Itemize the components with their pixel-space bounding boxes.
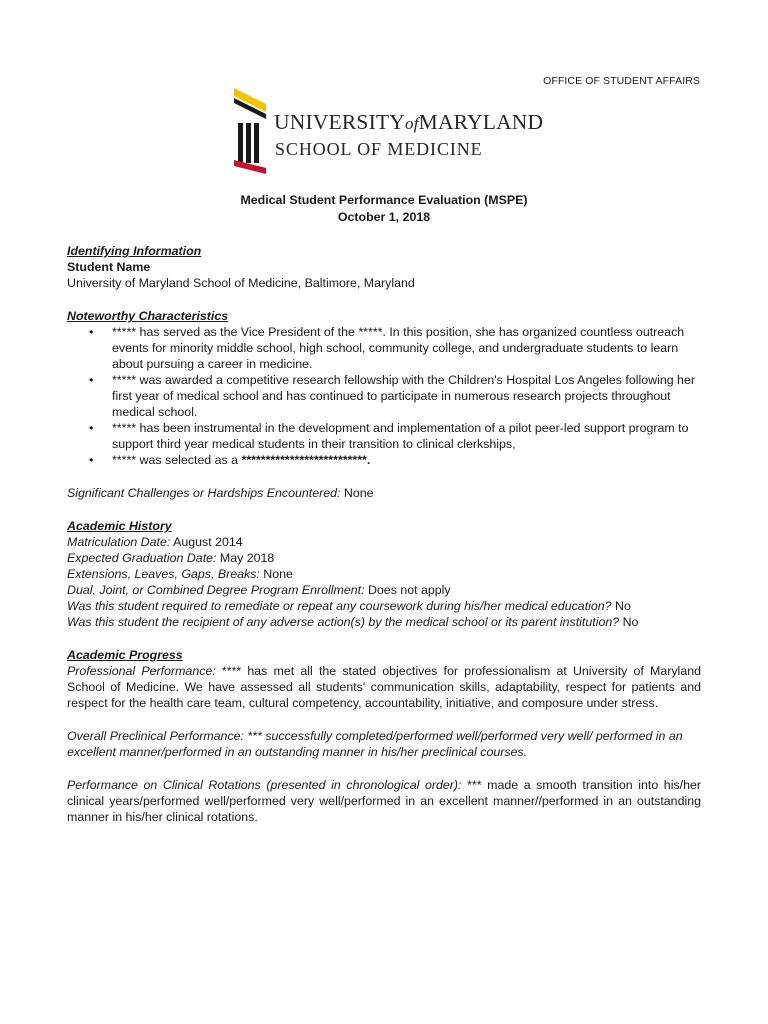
document-body xyxy=(67,243,701,825)
office-label: OFFICE OF STUDENT AFFAIRS xyxy=(543,75,700,87)
logo-school-name: SCHOOL OF MEDICINE xyxy=(275,139,483,159)
history-row: Dual, Joint, or Combined Degree Program Enrollment: Does not apply xyxy=(67,583,451,597)
academic-progress-heading: Academic Progress xyxy=(67,648,183,662)
bullet-icon: • xyxy=(89,373,94,387)
academic-history-heading: Academic History xyxy=(67,519,172,533)
logo-university-name: UNIVERSITYofMARYLAND xyxy=(274,110,544,134)
history-row: Was this student required to remediate or repeat any coursework during his/her medical education? No xyxy=(67,599,631,613)
history-row: Matriculation Date: August 2014 xyxy=(67,535,243,549)
logo-pillar-2 xyxy=(246,123,251,163)
clinical-performance: Performance on Clinical Rotations (presented in chronological order): *** made a smooth transition into his/her clinical years/performed well/performed very well/performed in an excellent manner//performed in an outstanding manner in his/her clinical rotations. xyxy=(67,778,702,824)
professional-performance: Professional Performance: **** has met all the stated objectives for professionalism at University of Maryland School of Medicine. We have assessed all students' communication skills, adaptability, respect for patients and respect for the health care team, cultural competency, accountability, initiative, and composure under stress. xyxy=(67,664,701,710)
history-row: Was this student the recipient of any adverse action(s) by the medical school or its parent institution? No xyxy=(67,615,639,629)
list-item: • ***** was selected as a **************************. xyxy=(89,453,371,467)
school-line: University of Maryland School of Medicine, Baltimore, Maryland xyxy=(67,276,415,290)
challenges-line: Significant Challenges or Hardships Encountered: None xyxy=(67,486,374,500)
logo-emblem-icon xyxy=(232,86,272,176)
bullet-icon: • xyxy=(89,325,94,339)
noteworthy-heading: Noteworthy Characteristics xyxy=(67,309,229,323)
bullet-icon: • xyxy=(89,421,94,435)
logo-pillar-3 xyxy=(254,123,259,163)
university-logo xyxy=(232,86,542,176)
document-title xyxy=(0,192,768,226)
preclinical-performance: Overall Preclinical Performance: *** successfully completed/performed well/performed very well/ performed in an excellent manner/performed in an outstanding manner in his/her preclinical courses. xyxy=(67,729,683,759)
student-name: Student Name xyxy=(67,260,151,274)
logo-pillar-1 xyxy=(238,123,243,163)
list-item: • ***** has been instrumental in the development and implementation of a pilot peer-led support program to support third year medical students in their transition to clinical clerkships, xyxy=(89,421,689,451)
list-item: • ***** was awarded a competitive research fellowship with the Children's Hospital Los Angeles following her first year of medical school and has continued to participate in numerous research projects throughout medical school. xyxy=(89,373,695,419)
identifying-heading: Identifying Information xyxy=(67,244,202,258)
list-item: • ***** has served as the Vice President of the *****. In this position, she has organized countless outreach events for minority middle school, high school, community college, and undergraduate students to learn about pursuing a career in medicine. xyxy=(89,325,685,371)
title-date: October 1, 2018 xyxy=(337,210,431,224)
history-row: Expected Graduation Date: May 2018 xyxy=(67,551,275,565)
title-line-1: Medical Student Performance Evaluation (MSPE) xyxy=(240,193,528,207)
history-row: Extensions, Leaves, Gaps, Breaks: None xyxy=(67,567,293,581)
noteworthy-list xyxy=(67,324,701,468)
bullet-icon: • xyxy=(89,453,94,467)
